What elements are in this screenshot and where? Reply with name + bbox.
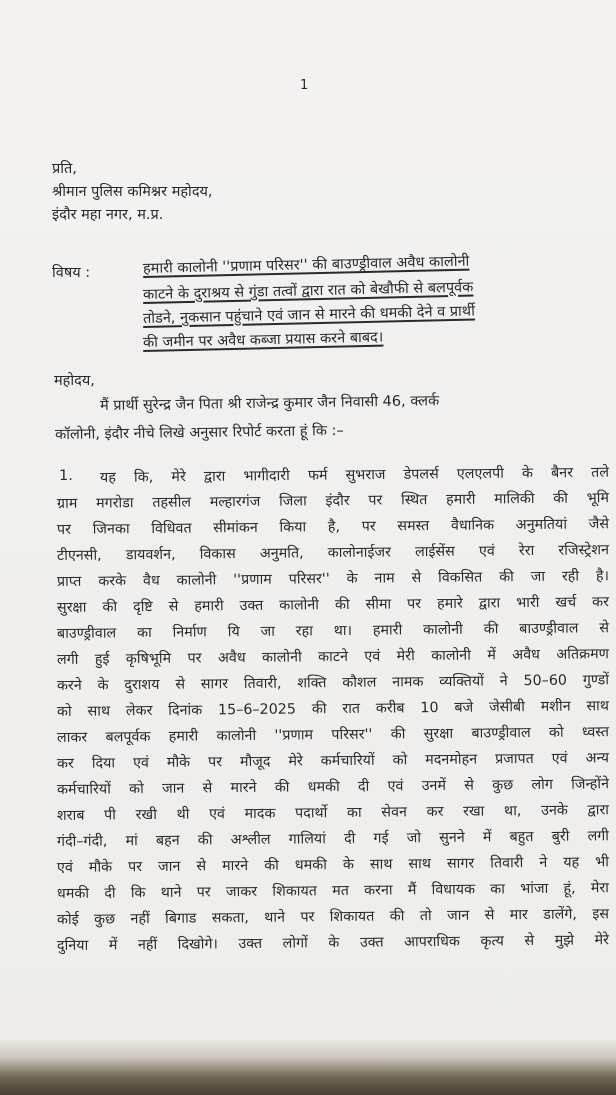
paragraph-line: करने के दुराशय से सागर तिवारी, शक्ति कौशल नामक व्यक्तियों ने 50–60 गुण्डों bbox=[56, 672, 610, 694]
paragraph-line: कोई कुछ नहीं बिगाड सकता, थाने पर शिकायत की तो जान से मार डालेंगे, इस bbox=[56, 906, 610, 928]
intro-line-1: मैं प्रार्थी सुरेन्द्र जैन पिता श्री राजेन्द्र कुमार जैन निवासी 46, क्लर्क bbox=[99, 393, 440, 414]
paragraph-line: लाकर बलपूर्वक हमारी कालोनी ''प्रणाम परिसर'' की सुरक्षा बाउण्ड्रीवाल को ध्वस्त bbox=[56, 724, 610, 746]
paragraph-line: पर जिनका विधिवत सीमांकन किया है, पर समस्त वैधानिक अनुमतियां जैसे bbox=[56, 516, 610, 538]
subject-line: की जमीन पर अवैध कब्जा प्रयास करने बाबद। bbox=[142, 329, 384, 351]
subject-label: विषय : bbox=[52, 265, 91, 281]
paragraph-line: लगी हुई कृषिभूमि पर अवैध कालोनी काटने एवं मेरी कालोनी में अवैध अतिक्रमण bbox=[56, 646, 610, 668]
paragraph-line: प्राप्त करके वैध कालोनी ''प्रणाम परिसर'' के नाम से विकसित की जा रही है। bbox=[56, 568, 610, 590]
address-line-3: इंदौर महा नगर, म.प्र. bbox=[52, 207, 164, 223]
paragraph-line: बाउण्ड्रीवाल का निर्माण यि जा रहा था। हमारी कालोनी की बाउण्ड्रीवाल से bbox=[56, 620, 610, 642]
paragraph-line: कर्मचारियों को जान से मारने की धमकी दी एवं उनमें से कुछ लोग जिन्होंने bbox=[56, 776, 610, 798]
paragraph-line: शराब पी रखी थी एवं मादक पदार्थो का सेवन कर रखा था, उनके द्वारा bbox=[56, 802, 610, 824]
paragraph-line: सुरक्षा की दृष्टि से हमारी उक्त कालोनी की सीमा पर हमारे द्वारा भारी खर्च कर bbox=[56, 594, 610, 616]
desk-surface bbox=[0, 1040, 616, 1095]
address-line-1: प्रति, bbox=[52, 161, 77, 177]
paragraph-line: गंदी–गंदी, मां बहन की अश्लील गालियां दी गई जो सुनने में बहुत बुरी लगी bbox=[56, 828, 610, 850]
subject-line: काटने के दुराश्रय से गुंडा तत्वों द्वारा रात को बेखौफी से बलपूर्वक bbox=[142, 279, 474, 303]
subject-line: तोडने, नुकसान पहुंचाने एवं जान से मारने की धमकी देने व प्रार्थी bbox=[142, 303, 476, 327]
intro-line-2: कॉलोनी, इंदौर नीचे लिखे अनुसार रिपोर्ट करता हूं कि :– bbox=[54, 422, 344, 443]
paragraph-line: एवं मौके पर जान से मारने की धमकी के साथ साथ सागर तिवारी ने यह भी bbox=[56, 854, 610, 876]
paragraph-number: 1. bbox=[59, 468, 73, 484]
paragraph-line: यह कि, मेरे द्वारा भागीदारी फर्म सुभराज डेपलर्स एलएलपी के बैनर तले bbox=[99, 464, 610, 486]
address-line-2: श्रीमान पुलिस कमिश्नर महोदय, bbox=[52, 184, 213, 200]
paragraph-line: धमकी दी कि थाने पर जाकर शिकायत मत करना मैं विधायक का भांजा हूं, मेरा bbox=[56, 880, 610, 902]
paragraph-line: टीएनसी, डायवर्शन, विकास अनुमति, कालोनाईजर लाईसेंस एवं रेरा रजिस्ट्रेशन bbox=[56, 542, 610, 564]
paragraph-line: कर दिया एवं मौके पर मौजूद मेरे कर्मचारियों को मदनमोहन प्रजापत एवं अन्य bbox=[56, 750, 610, 772]
subject-line: हमारी कालोनी ''प्रणाम परिसर'' की बाउण्ड्रीवाल अवैध कालोनी bbox=[142, 253, 470, 277]
salutation: महोदय, bbox=[54, 373, 95, 389]
paragraph-line: को साथ लेकर दिनांक 15–6–2025 की रात करीब 10 बजे जेसीबी मशीन साथ bbox=[56, 698, 610, 720]
paragraph-line: दुनिया में नहीं दिखोगे। उक्त लोगों के उक्त आपराधिक कृत्य से मुझे मेरे bbox=[56, 932, 610, 954]
paragraph-line: ग्राम मगरोडा तहसील मल्हारगंज जिला इंदौर पर स्थित हमारी मालिकी की भूमि bbox=[56, 490, 610, 512]
page-number: 1 bbox=[300, 78, 309, 93]
